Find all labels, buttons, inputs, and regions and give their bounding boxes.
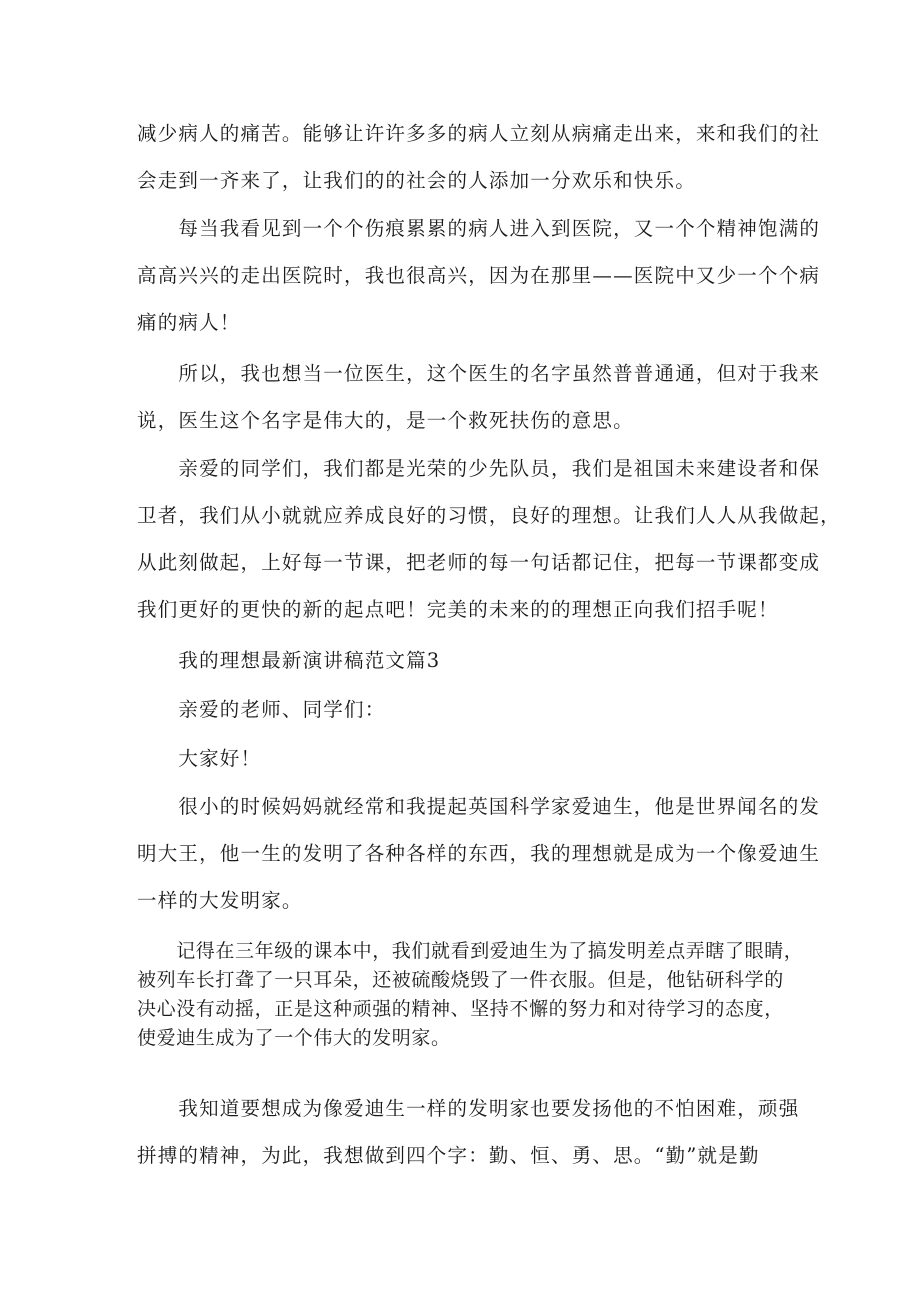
paragraph-7 xyxy=(137,1085,800,1179)
text-line: 每当我看见到一个个伤痕累累的病人进入到医院，又一个个精神饱满的 xyxy=(137,217,821,240)
paragraph-2 xyxy=(137,205,821,346)
text-line: 记得在三年级的课本中，我们就看到爱迪生为了搞发明差点弄瞎了眼睛， xyxy=(137,940,804,962)
text-line: 说，医生这个名字是伟大的，是一个救死扶伤的意思。 xyxy=(137,409,634,432)
text-line: 高高兴兴的走出医院时，我也很高兴，因为在那里——医院中又少一个个病 xyxy=(137,264,821,287)
text-line: 痛的病人！ xyxy=(137,311,241,334)
heading-line: 我的理想最新演讲稿范文篇3 xyxy=(137,649,441,672)
paragraph-4 xyxy=(137,445,841,633)
paragraph-5 xyxy=(137,783,821,924)
text-line: 所以，我也想当一位医生，这个医生的名字虽然普普通通，但对于我来 xyxy=(137,362,821,385)
text-line: 使爱迪生成为了一个伟大的发明家。 xyxy=(137,1027,451,1049)
salutation xyxy=(137,686,789,733)
section-heading xyxy=(137,637,789,684)
paragraph-1 xyxy=(137,110,821,204)
text-line: 被列车长打聋了一只耳朵，还被硫酸烧毁了一件衣服。但是，他钻研科学的 xyxy=(137,969,784,991)
text-line: 明大王，他一生的发明了各种各样的东西，我的理想就是成为一个像爱迪生 xyxy=(137,842,821,865)
greeting xyxy=(137,735,789,782)
text-line: 亲爱的同学们，我们都是光荣的少先队员，我们是祖国未来建设者和保 xyxy=(137,457,821,480)
text-line: 会走到一齐来了，让我们的的社会的人添加一分欢乐和快乐。 xyxy=(137,169,696,192)
text-line: 决心没有动摇，正是这种顽强的精神、坚持不懈的努力和对待学习的态度， xyxy=(137,998,784,1020)
text-line: 我知道要想成为像爱迪生一样的发明家也要发扬他的不怕困难，顽强 xyxy=(137,1097,800,1120)
text-line: 亲爱的老师、同学们： xyxy=(137,698,386,721)
text-line: 大家好！ xyxy=(137,747,262,770)
text-line: 很小的时候妈妈就经常和我提起英国科学家爱迪生，他是世界闻名的发 xyxy=(137,795,821,818)
text-line: 卫者，我们从小就就应养成良好的习惯，良好的理想。让我们人人从我做起， xyxy=(137,504,841,527)
paragraph-6 xyxy=(137,937,804,1053)
text-line: 从此刻做起，上好每一节课，把老师的每一句话都记住，把每一节课都变成 xyxy=(137,551,821,574)
text-line: 减少病人的痛苦。能够让许许多多的病人立刻从病痛走出来，来和我们的社 xyxy=(137,122,821,145)
text-line: 我们更好的更快的新的起点吧！完美的未来的的理想正向我们招手呢！ xyxy=(137,598,779,621)
text-line: 拼搏的精神，为此，我想做到四个字：勤、恒、勇、思。“勤”就是勤 xyxy=(137,1144,760,1167)
paragraph-3 xyxy=(137,350,821,444)
text-line: 一样的大发明家。 xyxy=(137,889,303,912)
